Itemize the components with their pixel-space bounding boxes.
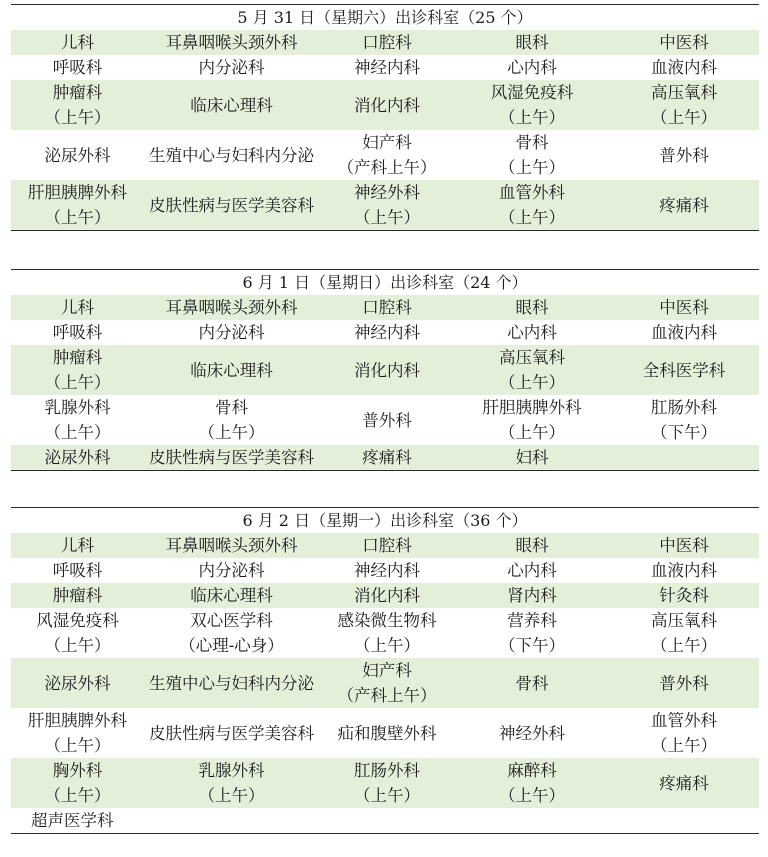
table-row [11, 708, 759, 758]
department-cell [609, 558, 759, 583]
department-cell [455, 295, 609, 320]
department-name: 肿瘤科 [52, 348, 103, 367]
department-cell [455, 608, 609, 658]
department-cell [11, 808, 144, 834]
department-cell [144, 55, 319, 80]
department-cell [144, 130, 319, 180]
department-cell [455, 320, 609, 345]
department-cell [144, 608, 319, 658]
department-note: （上午） [499, 208, 565, 227]
department-name: 肛肠外科 [651, 398, 717, 417]
department-note: （上午） [198, 423, 265, 442]
department-cell [455, 445, 609, 471]
department-cell [609, 30, 759, 55]
department-name: 疼痛科 [659, 773, 709, 793]
department-name: 血管外科 [499, 183, 565, 202]
department-cell [319, 30, 455, 55]
table-row [11, 608, 759, 658]
department-cell [609, 658, 759, 708]
department-note: （上午） [198, 786, 265, 805]
department-cell [609, 295, 759, 320]
department-name: 高压氧科 [499, 348, 565, 367]
schedule-june-2 [11, 507, 759, 834]
department-cell [455, 80, 609, 130]
table-row [11, 180, 759, 231]
table-row [11, 583, 759, 608]
department-cell [609, 395, 759, 445]
department-name: 儿科 [61, 33, 94, 52]
department-name: 消化内科 [354, 95, 420, 115]
department-name: 肝胆胰脾外科 [482, 398, 582, 417]
department-cell [144, 445, 319, 471]
department-name: 肿瘤科 [52, 586, 103, 605]
department-note: （上午） [651, 108, 717, 127]
department-cell [11, 30, 144, 55]
section-title-row [11, 508, 759, 534]
department-name: 双心医学科 [190, 611, 273, 630]
department-name: 普外科 [659, 145, 709, 165]
schedule-june-1 [11, 269, 759, 471]
department-cell [11, 708, 144, 758]
table-row [11, 658, 759, 708]
department-cell [319, 608, 455, 658]
department-name: 乳腺外科 [198, 761, 265, 780]
department-name: 妇产科 [362, 661, 412, 680]
department-name: 骨科 [215, 398, 248, 417]
department-name: 神经外科 [499, 723, 565, 743]
schedule-may-31 [11, 4, 759, 231]
department-note: （上午） [499, 158, 565, 177]
department-cell [609, 55, 759, 80]
department-name: 耳鼻咽喉头颈外科 [165, 298, 298, 317]
department-cell [455, 758, 609, 808]
department-cell [144, 395, 319, 445]
section-title: 5 月 31 日（星期六）出诊科室（25 个） [237, 8, 533, 27]
department-cell [144, 658, 319, 708]
department-cell [11, 80, 144, 130]
department-name: 血液内科 [651, 323, 717, 342]
department-cell [144, 320, 319, 345]
department-name: 临床心理科 [190, 95, 273, 115]
department-cell [455, 395, 609, 445]
department-name: 肝胆胰脾外科 [28, 183, 127, 202]
department-note: （上午） [44, 423, 111, 442]
department-name: 肾内科 [507, 586, 557, 605]
department-name: 泌尿外科 [44, 673, 111, 693]
section-title-row [11, 270, 759, 296]
department-cell [11, 608, 144, 658]
department-name: 高压氧科 [651, 611, 717, 630]
department-cell [455, 583, 609, 608]
department-cell [319, 708, 455, 758]
department-note: （下午） [499, 636, 565, 655]
department-cell [144, 180, 319, 231]
department-name: 风湿免疫科 [36, 611, 119, 630]
table-row [11, 445, 759, 471]
department-cell [455, 180, 609, 231]
department-cell [455, 558, 609, 583]
department-name: 血液内科 [651, 561, 717, 580]
department-name: 内分泌科 [198, 561, 265, 580]
department-name: 血液内科 [651, 58, 717, 77]
department-name: 呼吸科 [52, 323, 103, 342]
department-name: 神经内科 [354, 58, 420, 77]
department-name: 中医科 [659, 33, 709, 52]
department-note: （心理-心身） [179, 636, 284, 655]
department-note: （上午） [499, 786, 565, 805]
table-row [11, 345, 759, 395]
department-name: 中医科 [659, 536, 709, 555]
department-table [11, 507, 759, 834]
department-name: 临床心理科 [190, 360, 273, 380]
table-row [11, 295, 759, 320]
department-cell [144, 583, 319, 608]
department-cell [11, 583, 144, 608]
department-cell [609, 533, 759, 558]
department-name: 生殖中心与妇科内分泌 [149, 673, 314, 693]
department-cell [455, 55, 609, 80]
department-name: 皮肤性病与医学美容科 [149, 448, 314, 467]
department-cell [11, 295, 144, 320]
department-name: 心内科 [507, 58, 557, 77]
department-note: （上午） [44, 636, 111, 655]
department-name: 肝胆胰脾外科 [28, 711, 127, 730]
department-note: （上午） [354, 636, 420, 655]
department-cell [319, 758, 455, 808]
department-cell [319, 320, 455, 345]
department-cell [609, 758, 759, 808]
department-name: 高压氧科 [651, 83, 717, 102]
department-cell [609, 608, 759, 658]
department-cell [319, 180, 455, 231]
department-name: 疝和腹壁外科 [337, 723, 437, 743]
department-name: 感染微生物科 [337, 611, 437, 630]
department-note: （上午） [44, 373, 111, 392]
department-name: 皮肤性病与医学美容科 [149, 195, 314, 215]
table-row [11, 533, 759, 558]
table-row [11, 130, 759, 180]
department-cell [11, 758, 144, 808]
section-title: 6 月 1 日（星期日）出诊科室（24 个） [242, 273, 528, 292]
department-cell [609, 130, 759, 180]
department-name: 呼吸科 [52, 561, 103, 580]
department-cell [144, 808, 319, 834]
department-cell [11, 533, 144, 558]
department-cell [11, 180, 144, 231]
department-note: （上午） [354, 208, 420, 227]
department-note: （上午） [44, 736, 111, 755]
department-name: 神经外科 [354, 183, 420, 202]
department-name: 消化内科 [354, 586, 420, 605]
table-row [11, 55, 759, 80]
department-name: 神经内科 [354, 323, 420, 342]
department-cell [11, 558, 144, 583]
department-cell [609, 808, 759, 834]
department-cell [319, 55, 455, 80]
department-cell [319, 533, 455, 558]
department-cell [11, 130, 144, 180]
department-cell [319, 583, 455, 608]
department-note: （下午） [651, 423, 717, 442]
department-cell [144, 30, 319, 55]
department-name: 乳腺外科 [44, 398, 111, 417]
department-name: 儿科 [61, 536, 94, 555]
department-cell [455, 533, 609, 558]
department-cell [609, 180, 759, 231]
department-cell [609, 345, 759, 395]
department-cell [609, 80, 759, 130]
department-cell [11, 320, 144, 345]
table-row [11, 808, 759, 834]
department-name: 肛肠外科 [354, 761, 420, 780]
department-name: 消化内科 [354, 360, 420, 380]
department-note: （上午） [44, 108, 111, 127]
department-cell [319, 130, 455, 180]
department-note: （上午） [651, 636, 717, 655]
department-cell [11, 445, 144, 471]
department-cell [144, 533, 319, 558]
department-name: 妇产科 [362, 133, 412, 152]
department-note: （上午） [354, 786, 420, 805]
department-name: 临床心理科 [190, 586, 273, 605]
department-name: 疼痛科 [659, 195, 709, 215]
department-cell [11, 658, 144, 708]
department-cell [455, 658, 609, 708]
department-name: 呼吸科 [52, 58, 103, 77]
department-name: 眼科 [515, 536, 549, 555]
department-cell [319, 80, 455, 130]
department-name: 内分泌科 [198, 58, 265, 77]
department-name: 眼科 [515, 298, 549, 317]
department-name: 心内科 [507, 323, 557, 342]
department-cell [455, 808, 609, 834]
department-cell [319, 558, 455, 583]
department-cell [11, 55, 144, 80]
department-name: 泌尿外科 [44, 145, 111, 165]
department-name: 内分泌科 [198, 323, 265, 342]
table-row [11, 30, 759, 55]
department-cell [144, 558, 319, 583]
department-cell [319, 445, 455, 471]
department-cell [11, 345, 144, 395]
department-note: （上午） [499, 423, 565, 442]
department-name: 血管外科 [651, 711, 717, 730]
table-row [11, 80, 759, 130]
department-cell [319, 345, 455, 395]
department-table [11, 4, 759, 231]
department-cell [455, 708, 609, 758]
department-table [11, 269, 759, 471]
department-name: 普外科 [362, 410, 412, 430]
section-title: 6 月 2 日（星期一）出诊科室（36 个） [242, 511, 528, 530]
department-note: （上午） [651, 736, 717, 755]
department-cell [455, 30, 609, 55]
department-name: 胸外科 [52, 761, 103, 780]
department-cell [455, 130, 609, 180]
department-name: 泌尿外科 [44, 448, 111, 467]
department-name: 营养科 [507, 611, 557, 630]
department-name: 神经内科 [354, 561, 420, 580]
department-cell [609, 583, 759, 608]
department-cell [319, 295, 455, 320]
table-row [11, 558, 759, 583]
department-name: 麻醉科 [507, 761, 557, 780]
department-name: 口腔科 [362, 298, 412, 317]
department-name: 骨科 [515, 133, 549, 152]
department-cell [455, 345, 609, 395]
department-name: 口腔科 [362, 536, 412, 555]
department-name: 妇科 [515, 448, 549, 467]
department-cell [144, 758, 319, 808]
department-cell [319, 658, 455, 708]
department-cell [144, 345, 319, 395]
department-name: 耳鼻咽喉头颈外科 [165, 33, 298, 52]
department-cell [609, 445, 759, 471]
department-name: 生殖中心与妇科内分泌 [149, 145, 314, 165]
department-note: （产科上午） [337, 158, 437, 177]
department-name: 风湿免疫科 [490, 83, 574, 102]
department-name: 超声医学科 [31, 811, 114, 830]
department-name: 骨科 [515, 673, 549, 693]
department-name: 耳鼻咽喉头颈外科 [165, 536, 298, 555]
department-name: 眼科 [515, 33, 549, 52]
department-name: 皮肤性病与医学美容科 [149, 723, 314, 743]
department-cell [319, 808, 455, 834]
department-note: （上午） [44, 786, 111, 805]
department-cell [144, 295, 319, 320]
department-cell [144, 708, 319, 758]
department-note: （上午） [499, 373, 565, 392]
department-note: （上午） [44, 208, 111, 227]
department-name: 普外科 [659, 673, 709, 693]
department-name: 针灸科 [659, 586, 709, 605]
department-name: 肿瘤科 [52, 83, 103, 102]
department-cell [319, 395, 455, 445]
department-name: 全科医学科 [642, 360, 726, 380]
department-note: （产科上午） [337, 686, 437, 705]
table-row [11, 320, 759, 345]
section-title-row [11, 5, 759, 31]
department-name: 心内科 [507, 561, 557, 580]
department-cell [609, 708, 759, 758]
department-name: 疼痛科 [362, 448, 412, 467]
department-name: 中医科 [659, 298, 709, 317]
table-row [11, 758, 759, 808]
department-cell [144, 80, 319, 130]
department-note: （上午） [499, 108, 565, 127]
table-row [11, 395, 759, 445]
department-cell [609, 320, 759, 345]
department-cell [11, 395, 144, 445]
department-name: 口腔科 [362, 33, 412, 52]
department-name: 儿科 [61, 298, 94, 317]
